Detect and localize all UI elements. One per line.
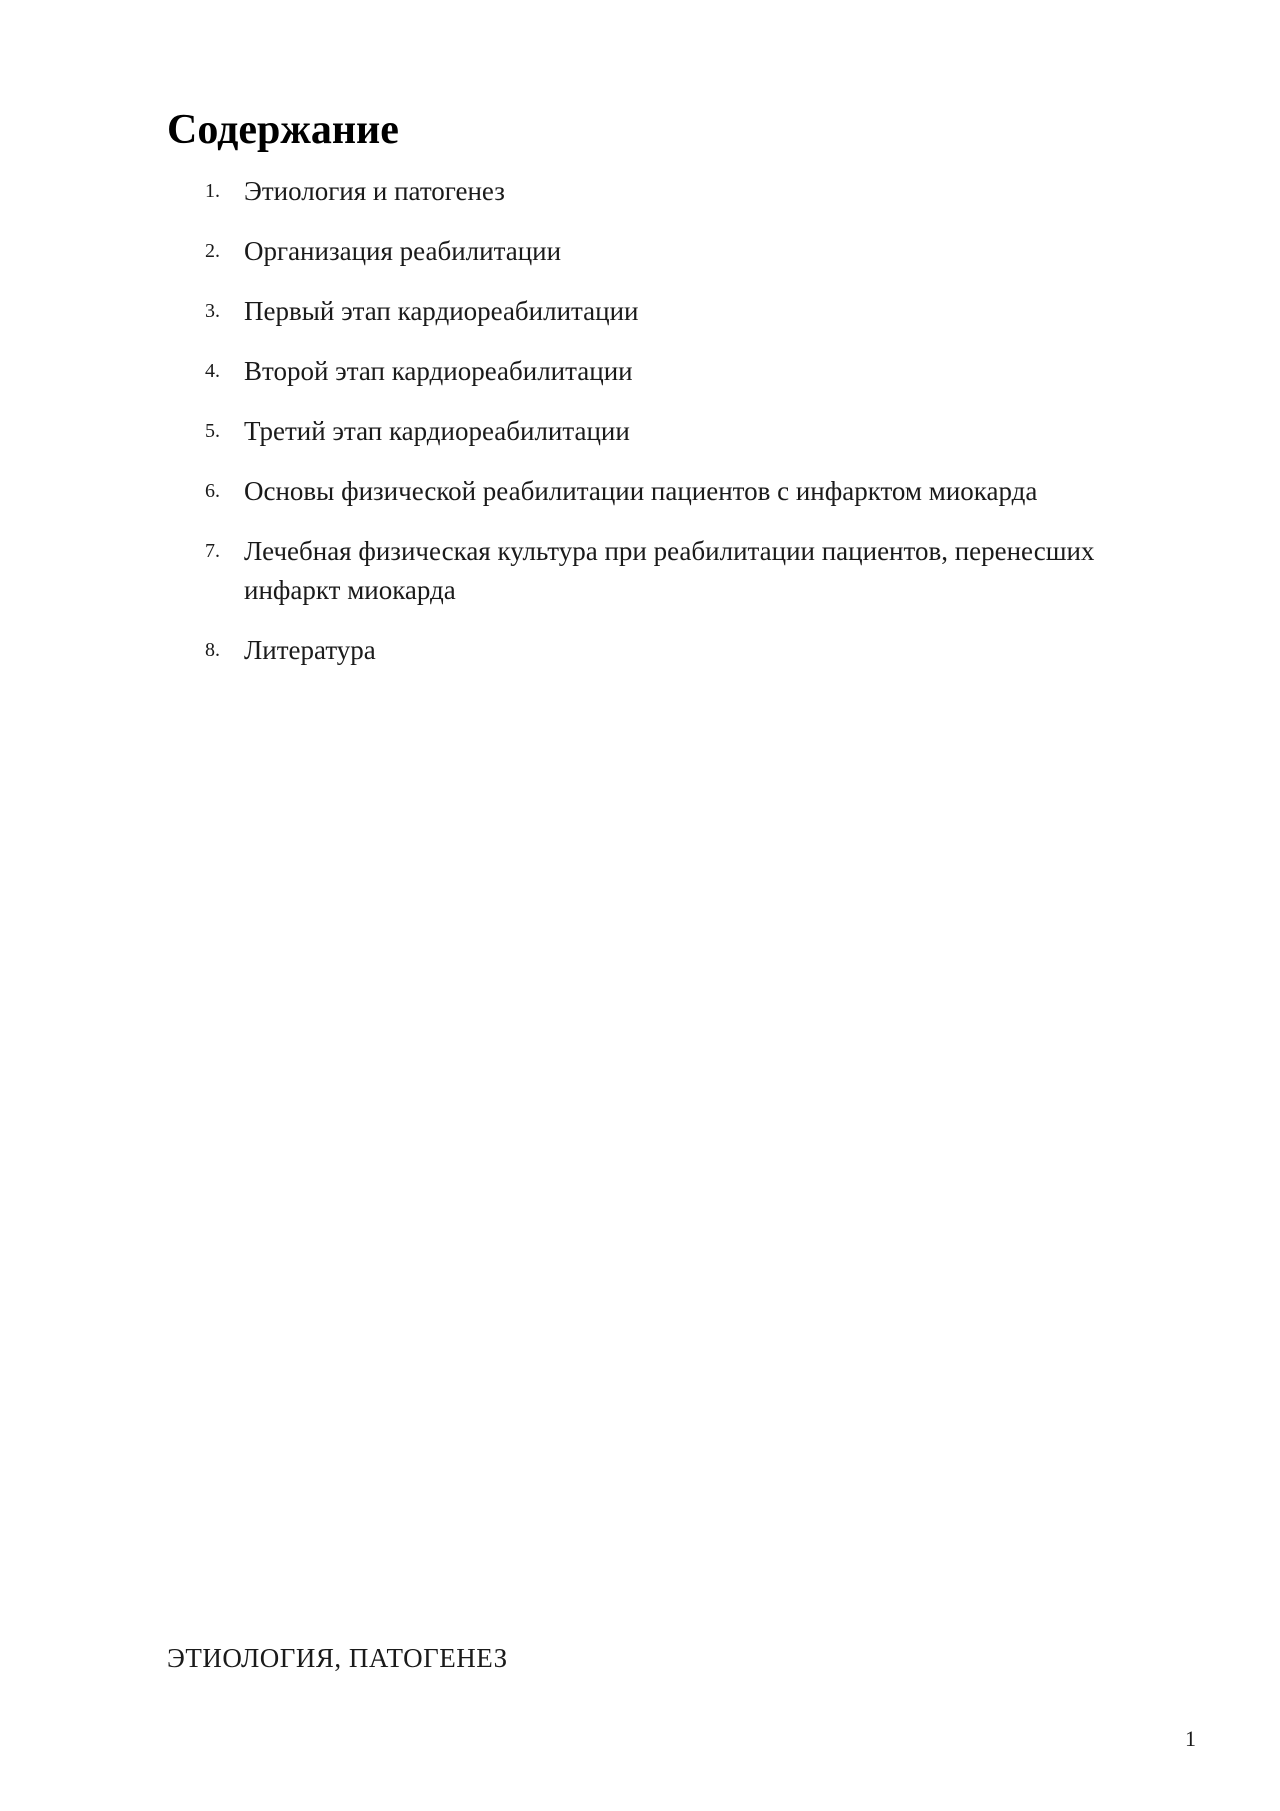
toc-item-number: 7.	[205, 540, 220, 562]
toc-item-label: Третий этап кардиореабилитации	[244, 416, 630, 446]
toc-item[interactable]	[167, 292, 1167, 331]
page-title: Содержание	[167, 107, 399, 153]
toc-item[interactable]	[167, 412, 1167, 451]
toc-item-number: 5.	[205, 420, 220, 442]
toc-item-number: 6.	[205, 480, 220, 502]
toc-item-label: Лечебная физическая культура при реабилитации пациентов, перенесших инфаркт миокарда	[244, 536, 1095, 605]
page-number: 1	[1185, 1726, 1196, 1751]
toc-item-label: Этиология и патогенез	[244, 176, 505, 206]
toc-item[interactable]	[167, 631, 1167, 670]
toc-item-label: Первый этап кардиореабилитации	[244, 296, 639, 326]
toc-item-number: 8.	[205, 639, 220, 661]
toc-item-label: Основы физической реабилитации пациентов с инфарктом миокарда	[244, 476, 1038, 506]
toc-item[interactable]	[167, 352, 1167, 391]
toc-item-label: Организация реабилитации	[244, 236, 562, 266]
toc-item-number: 4.	[205, 360, 220, 382]
toc-item[interactable]	[167, 532, 1167, 610]
toc-item[interactable]	[167, 472, 1167, 511]
toc-item-number: 1.	[205, 180, 220, 202]
toc-item-label: Второй этап кардиореабилитации	[244, 356, 633, 386]
toc-item-number: 3.	[205, 300, 220, 322]
section-heading: ЭТИОЛОГИЯ, ПАТОГЕНЕЗ	[167, 1643, 508, 1673]
toc-item[interactable]	[167, 172, 1167, 211]
toc-item-label: Литература	[244, 635, 376, 665]
toc-item[interactable]	[167, 232, 1167, 271]
toc-item-number: 2.	[205, 240, 220, 262]
table-of-contents	[167, 172, 1167, 691]
